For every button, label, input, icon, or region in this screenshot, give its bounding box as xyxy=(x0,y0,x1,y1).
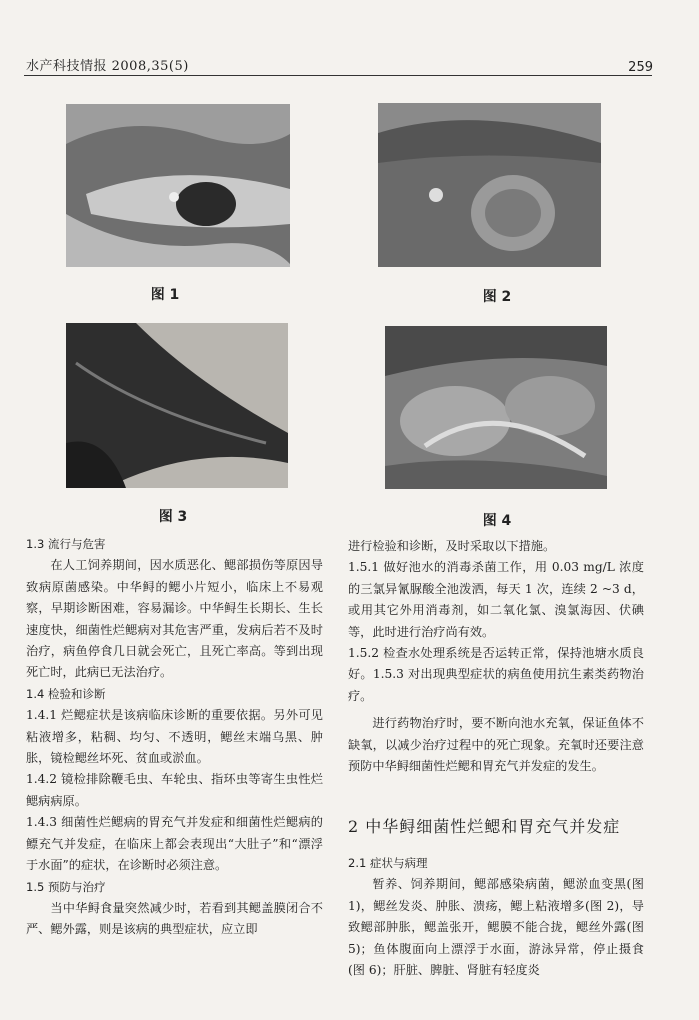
section-2-title: 2 中华鲟细菌性烂鳃和胃充气并发症 xyxy=(348,817,621,836)
section-2-1-heading: 2.1 症状与病理 xyxy=(348,856,428,870)
figure-4-caption: 图 4 xyxy=(482,513,512,529)
page-number: 259 xyxy=(628,60,653,75)
section-1-3-text: 在人工饲养期间，因水质恶化、鳃部损伤等原因导致病原菌感染。中华鲟的鳃小片短小，临床上不易观察，早期诊断困难，容易漏诊。中华鲟生长期长、生长速度快，细菌性烂鳃病对其危害严重，发病后若不及时治疗，病鱼停食几日就会死亡，且死亡率高。等到出现死亡时，此病已无法治疗。 xyxy=(26,558,323,680)
section-1-4-heading: 1.4 检验和诊断 xyxy=(26,686,106,701)
figure-3-caption: 图 3 xyxy=(158,509,188,525)
journal-header: 水产科技情报 2008,35(5) xyxy=(26,59,189,74)
section-1-5-1-text: 1.5.1 做好池水的消毒杀菌工作，用 0.03 mg/L 浓度的三氯异氰脲酸全池泼洒，每天 1 次，连续 2 ~3 d，或用其它外用消毒剂，如二氧化氯、溴氯海因、伏碘等，此时进行治疗尚有效。 xyxy=(348,560,644,639)
figure-4-photo xyxy=(385,326,607,489)
header-rule xyxy=(24,75,652,76)
right-column xyxy=(348,536,644,777)
section-1-5-text: 当中华鲟食量突然减少时，若看到其鳃盖膜闭合不严、鳃外露，则是该病的典型症状，应立即 xyxy=(26,900,323,937)
figure-1-photo xyxy=(66,104,290,267)
figure-2-photo xyxy=(378,103,601,267)
figure-1-caption: 图 1 xyxy=(150,287,180,303)
left-column xyxy=(26,534,323,941)
treatment-note-text: 进行药物治疗时，要不断向池水充氧，保证鱼体不缺氧，以减少治疗过程中的死亡现象。充氧时还要注意预防中华鲟细菌性烂鳃和胃充气并发症的发生。 xyxy=(348,716,644,774)
section-1-4-1-text: 1.4.1 烂鳃症状是该病临床诊断的重要依据。另外可见粘液增多，粘稠、均匀、不透明，鳃丝末端乌黑、肿胀，镜检鳃丝坏死、贫血或淤血。 xyxy=(26,708,323,766)
figure-3-photo xyxy=(66,323,288,488)
section-1-3-heading: 1.3 流行与危害 xyxy=(26,537,106,551)
figure-2-caption: 图 2 xyxy=(482,289,512,305)
section-1-5-2-text: 1.5.2 检查水处理系统是否运转正常，保持池塘水质良好。1.5.3 对出现典型症状的病鱼使用抗生素类药物治疗。 xyxy=(348,646,644,703)
section-1-4-3-text: 1.4.3 细菌性烂鳃病的胃充气并发症和细菌性烂鳃病的鳔充气并发症，在临床上都会表现出“大肚子”和“漂浮于水面”的症状，在诊断时必须注意。 xyxy=(26,815,323,873)
section-2-1-text: 暂养、饲养期间，鳃部感染病菌，鳃淤血变黑(图 1)，鳃丝发炎、肿胀、溃疡，鳃上粘液增多(图 2)，导致鳃部肿胀，鳃盖张开，鳃膜不能合拢，鳃丝外露(图 5)；鱼体腹面向上漂浮于水面，游泳异常，停止摄食(图 6)；肝脏、脾脏、肾脏有轻度炎 xyxy=(348,877,644,978)
section-1-5-heading: 1.5 预防与治疗 xyxy=(26,879,106,894)
continuation-text: 进行检验和诊断，及时采取以下措施。 xyxy=(348,539,556,553)
right-column-lower xyxy=(348,853,644,981)
section-1-4-2-text: 1.4.2 镜检排除鞭毛虫、车轮虫、指环虫等寄生虫性烂鳃病病原。 xyxy=(26,772,323,808)
